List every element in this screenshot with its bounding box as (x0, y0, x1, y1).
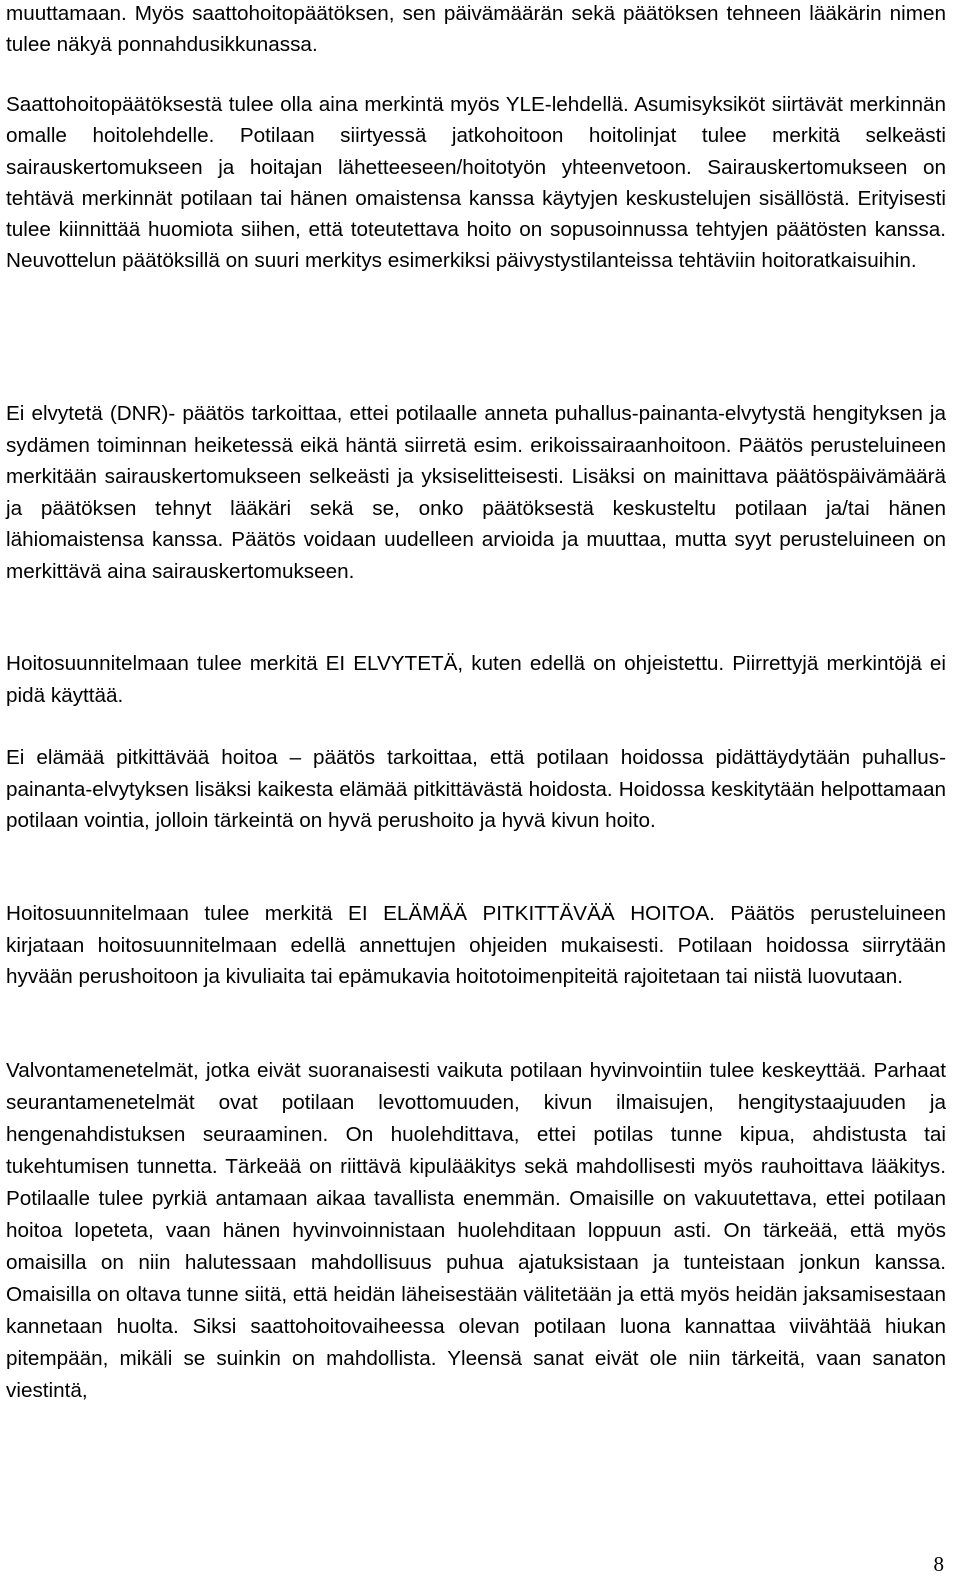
paragraph-3 (6, 398, 946, 588)
paragraph-text: Hoitosuunnitelmaan tulee merkitä EI ELVYTETÄ, kuten edellä on ohjeistettu. Piirrettyjä merkintöjä ei pidä käyttää. (6, 652, 946, 707)
paragraph-4-text (6, 648, 946, 711)
page-number: 8 (933, 1552, 944, 1576)
paragraph-2 (6, 89, 946, 277)
paragraph-6 (6, 898, 946, 993)
paragraph-text: muuttamaan. Myös saattohoitopäätöksen, sen päivämäärän sekä päätöksen tehneen lääkärin nimen tulee näkyä ponnahdusikkunassa. (6, 2, 946, 57)
paragraph-text: Hoitosuunnitelmaan tulee merkitä EI ELÄMÄÄ PITKITTÄVÄÄ HOITOA. Päätös perusteluineen kirjataan hoitosuunnitelmaan edellä annettujen ohjeiden mukaisesti. Potilaan hoidossa siirrytään hyvään perushoitoon ja kivuliaita tai epämukavia hoitotoimenpiteitä rajoitetaan tai niistä luovutaan. (6, 902, 946, 988)
paragraph-7 (6, 1055, 946, 1407)
paragraph-text: Ei elämää pitkittävää hoitoa – päätös tarkoittaa, että potilaan hoidossa pidättäydytään puhallus-painanta-elvytyksen lisäksi kaikesta elämää pitkittävästä hoidosta. Hoidossa keskitytään helpottamaan potilaan vointia, jolloin tärkeintä on hyvä perushoito ja hyvä kivun hoito. (6, 746, 946, 832)
paragraph-5 (6, 742, 946, 837)
paragraph-text: Saattohoitopäätöksestä tulee olla aina merkintä myös YLE-lehdellä. Asumisyksiköt siirtävät merkinnän omalle hoitolehdelle. Potilaan siirtyessä jatkohoitoon hoitolinjat tulee merkitä selkeästi sairauskertomukseen ja hoitajan lähetteeseen/hoitotyön yhteenvetoon. Sairauskertomukseen on tehtävä merkinnät potilaan tai hänen omaistensa kanssa käytyjen keskustelujen sisällöstä. Erityisesti tulee kiinnittää huomiota siihen, että toteutettava hoito on sopusoinnussa tehtyjen päätösten kanssa. Neuvottelun päätöksillä on suuri merkitys esimerkiksi päivystystilanteissa tehtäviin hoitoratkaisuihin. (6, 93, 946, 273)
paragraph-1 (6, 0, 946, 61)
paragraph-text: Ei elvytetä (DNR)- päätös tarkoittaa, ettei potilaalle anneta puhallus-painanta-elvytystä hengityksen ja sydämen toiminnan heiketessä eikä häntä siirretä esim. erikoissairaanhoitoon. Päätös perusteluineen merkitään sairauskertomukseen selkeästi ja yksiselitteisesti. Lisäksi on mainittava päätöspäivämäärä ja päätöksen tehnyt lääkäri sekä se, onko päätöksestä keskusteltu potilaan ja/tai hänen lähiomaistensa kanssa. Päätös voidaan uudelleen arvioida ja muuttaa, mutta syyt perusteluineen on merkittävä aina sairauskertomukseen. (6, 402, 946, 583)
paragraph-text: Valvontamenetelmät, jotka eivät suoranaisesti vaikuta potilaan hyvinvointiin tulee keskeyttää. Parhaat seurantamenetelmät ovat potilaan levottomuuden, kivun ilmaisujen, hengitystaajuuden ja hengenahdistuksen seuraaminen. On huolehdittava, ettei potilas tunne kipua, ahdistusta tai tukehtumisen tunnetta. Tärkeää on riittävä kipulääkitys sekä mahdollisesti myös rauhoittava lääkitys. Potilaalle tulee pyrkiä antamaan aikaa tavallista enemmän. Omaisille on vakuutettava, ettei potilaan hoitoa lopeteta, vaan hänen hyvinvoinnistaan huolehditaan loppuun asti. On tärkeää, että myös omaisilla on niin halutessaan mahdollisuus puhua ajatuksistaan ja tunteistaan jonkun kanssa. Omaisilla on oltava tunne siitä, että heidän läheisestään välitetään ja että myös heidän jaksamisestaan kannetaan huolta. Siksi saattohoitovaiheessa olevan potilaan luona kannattaa viivähtää hiukan pitempään, mikäli se suinkin on mahdollista. Yleensä sanat eivät ole niin tärkeitä, vaan sanaton viestintä, (6, 1059, 946, 1402)
